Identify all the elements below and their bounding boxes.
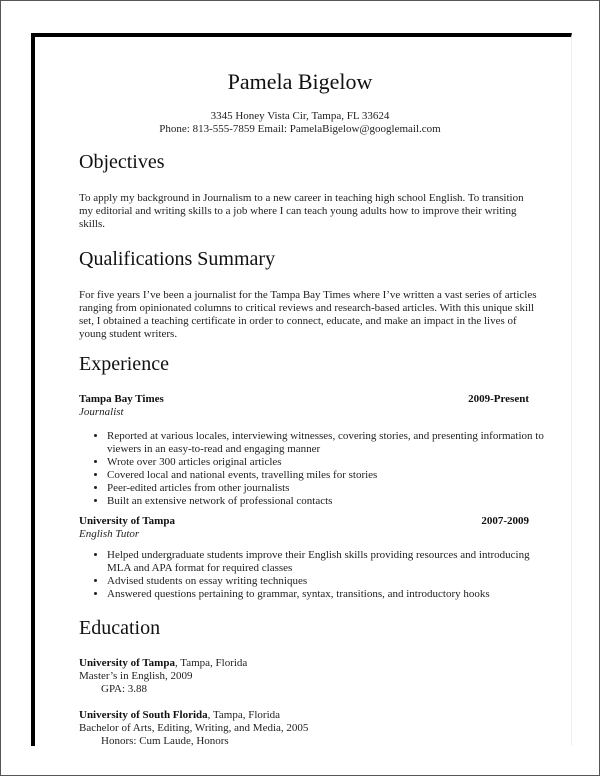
- list-item: • Answered questions pertaining to grammar, syntax, transitions, and introductory hooks: [107, 588, 547, 601]
- address-line: 3345 Honey Vista Cir, Tampa, FL 33624: [210, 110, 390, 122]
- list-item: • Advised students on essay writing techniques: [107, 575, 547, 588]
- job-dates: 2009-Present: [468, 393, 529, 405]
- degree: Bachelor of Arts, Editing, Writing, and Media, 2005: [79, 722, 309, 734]
- list-item: • Built an extensive network of professional contacts: [107, 495, 547, 508]
- job-bullets: [79, 430, 547, 508]
- job-title: English Tutor: [79, 528, 140, 540]
- education-detail: Honors: Cum Laude, Honors: [101, 735, 229, 747]
- objectives-heading: Objectives: [79, 151, 165, 173]
- school-name: University of South Florida: [79, 709, 208, 721]
- job-organization: University of Tampa: [79, 515, 175, 527]
- qualifications-heading: Qualifications Summary: [79, 248, 276, 270]
- school-name: University of Tampa: [79, 657, 175, 669]
- job-entry-header: [79, 393, 529, 419]
- candidate-name: Pamela Bigelow: [227, 69, 373, 94]
- job-bullets: [79, 549, 547, 601]
- objectives-text: To apply my background in Journalism to a new career in teaching high school English. To transition my editorial and writing skills to a job where I can teach young adults how to improve their writing skills.: [79, 192, 524, 230]
- list-item: • Covered local and national events, travelling miles for stories: [107, 469, 547, 482]
- experience-heading: Experience: [79, 353, 169, 375]
- job-organization: Tampa Bay Times: [79, 393, 164, 405]
- list-item: • Reported at various locales, interviewing witnesses, covering stories, and presenting information to viewers in an easy-to-read and engaging manner: [107, 430, 547, 456]
- school-location: , Tampa, Florida: [207, 709, 281, 721]
- list-item: • Peer-edited articles from other journalists: [107, 482, 547, 495]
- education-entry: [79, 657, 529, 696]
- qualifications-text: For five years I’ve been a journalist for the Tampa Bay Times where I’ve written a vast series of articles ranging from opinionated columns to critical reviews and research-based articles. With this unique skill set, I obtained a teaching certificate in order to connect, educate, and make an impact in the lives of young student writers.: [79, 289, 537, 340]
- education-entry: [79, 709, 529, 748]
- job-dates: 2007-2009: [481, 515, 529, 527]
- education-detail: GPA: 3.88: [101, 683, 148, 695]
- list-item: • Helped undergraduate students improve their English skills providing resources and introducing MLA and APA format for required classes: [107, 549, 547, 575]
- job-entry-header: [79, 515, 529, 541]
- job-title: Journalist: [79, 406, 124, 418]
- school-location: , Tampa, Florida: [174, 657, 248, 669]
- list-item: • Wrote over 300 articles original articles: [107, 456, 547, 469]
- contact-line: Phone: 813-555-7859 Email: PamelaBigelow@googlemail.com: [159, 123, 441, 135]
- education-heading: Education: [79, 617, 161, 639]
- degree: Master’s in English, 2009: [79, 670, 193, 682]
